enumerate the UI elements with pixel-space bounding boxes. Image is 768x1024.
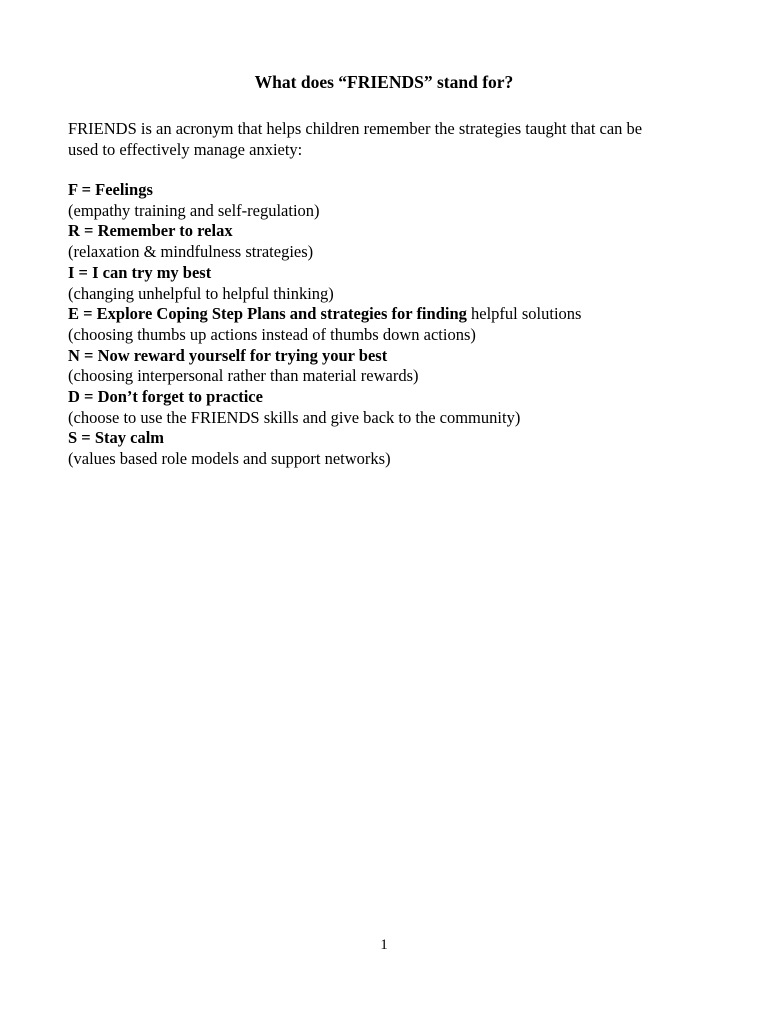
acronym-heading-bold: E = Explore Coping Step Plans and strategies for finding [68, 304, 467, 324]
acronym-description: (choosing thumbs up actions instead of thumbs down actions) [68, 324, 476, 344]
acronym-heading [68, 221, 748, 242]
acronym-heading-bold: F = Feelings [68, 180, 153, 199]
acronym-heading [68, 428, 748, 449]
intro-line: FRIENDS is an acronym that helps children remember the strategies taught that can be [68, 119, 643, 138]
acronym-heading [68, 180, 748, 201]
intro-line: used to effectively manage anxiety: [68, 140, 303, 159]
acronym-item-i [68, 263, 748, 304]
acronym-item-n [68, 346, 748, 387]
acronym-description: (changing unhelpful to helpful thinking) [68, 283, 334, 303]
acronym-description: (choose to use the FRIENDS skills and give back to the community) [68, 407, 521, 427]
acronym-heading-bold: R = Remember to relax [68, 221, 233, 241]
acronym-item-d [68, 387, 748, 428]
acronym-heading-bold: N = Now reward yourself for trying your best [68, 345, 388, 365]
acronym-item-e [68, 304, 748, 345]
page-number: 1 [380, 937, 388, 953]
acronym-heading-bold: S = Stay calm [68, 428, 165, 448]
acronym-description: (relaxation & mindfulness strategies) [68, 242, 314, 262]
intro-paragraph [68, 118, 728, 160]
acronym-heading [68, 263, 748, 284]
acronym-item-s [68, 428, 748, 469]
acronym-description: (empathy training and self-regulation) [68, 200, 320, 220]
acronym-description: (choosing interpersonal rather than material rewards) [68, 366, 419, 386]
acronym-heading [68, 387, 748, 408]
acronym-heading-bold: I = I can try my best [68, 262, 212, 282]
acronym-list [68, 180, 748, 470]
acronym-heading [68, 346, 748, 367]
acronym-item-r [68, 221, 748, 262]
acronym-description: (values based role models and support networks) [68, 449, 391, 469]
acronym-heading [68, 304, 748, 325]
acronym-item-f [68, 180, 748, 221]
page-title: What does “FRIENDS” stand for? [254, 72, 514, 92]
acronym-heading-bold: D = Don’t forget to practice [68, 387, 263, 407]
acronym-heading-rest: helpful solutions [466, 304, 582, 324]
